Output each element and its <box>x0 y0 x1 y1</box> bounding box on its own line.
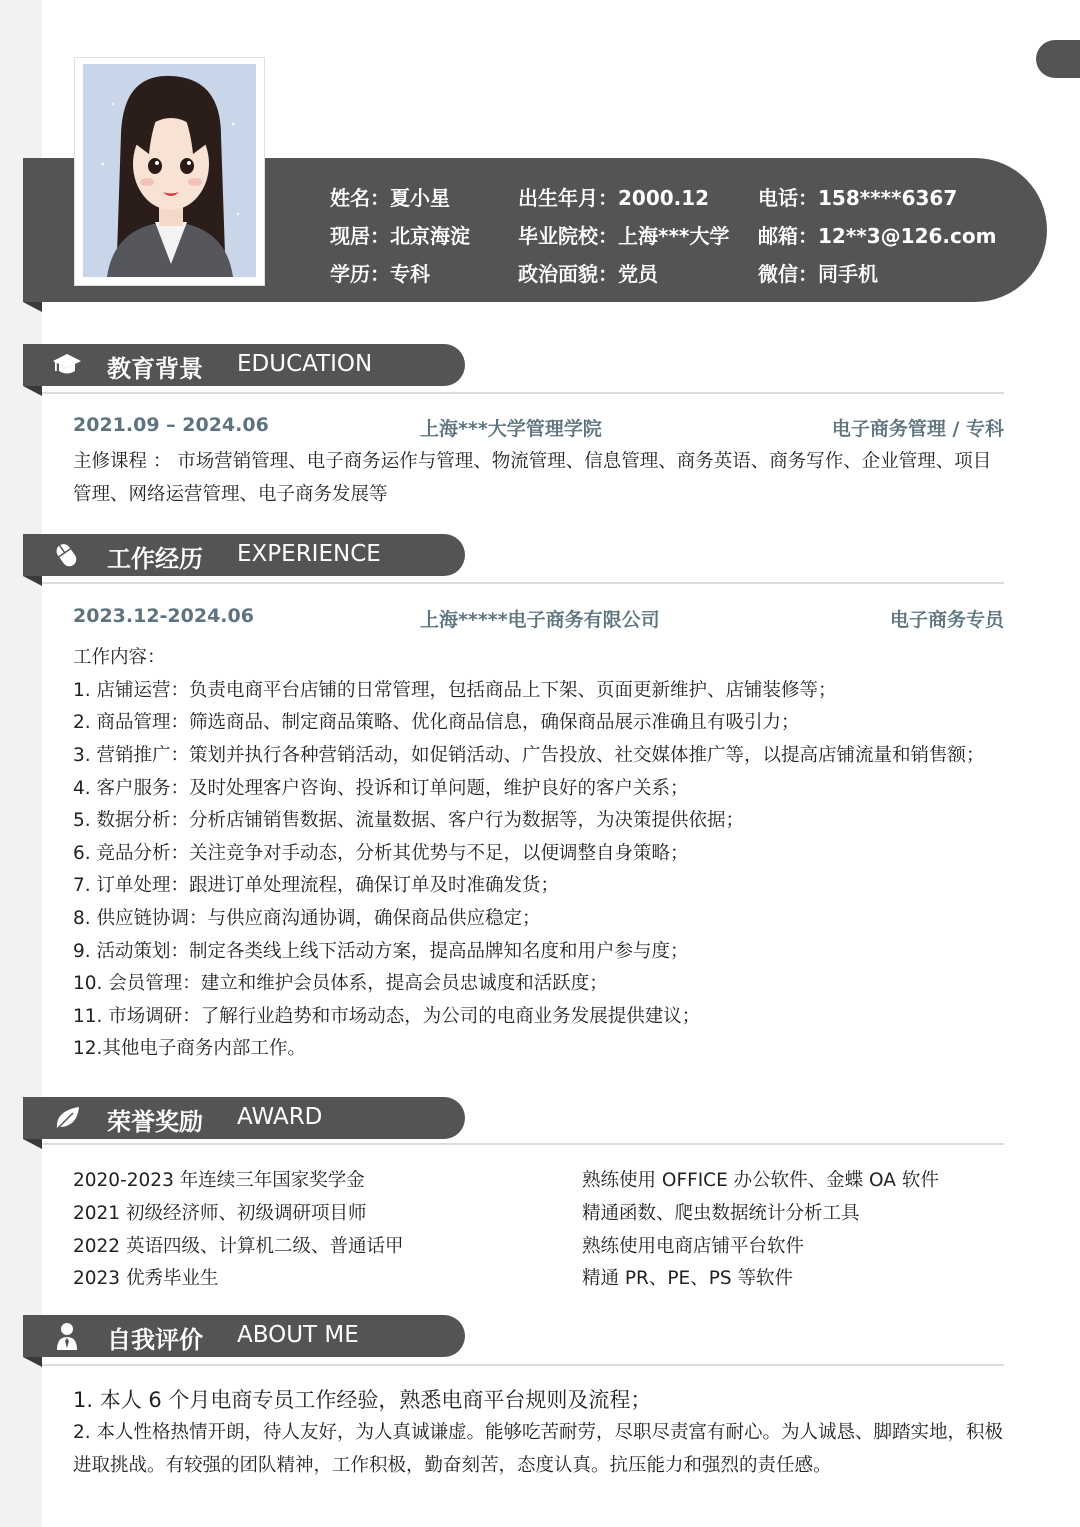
experience-period: 2023.12-2024.06 <box>73 605 254 627</box>
education-title-cn: 教育背景 <box>107 355 203 383</box>
award-right-item: 精通 PR、PE、PS 等软件 <box>582 1268 794 1289</box>
profile-birth: 出生年月：2000.12 <box>518 186 710 210</box>
profile-phone: 电话：158****6367 <box>758 186 958 210</box>
education-school: 上海***大学管理学院 <box>420 418 602 440</box>
about-title-en: ABOUT ME <box>237 1322 359 1348</box>
experience-item: 5. 数据分析：分析店铺销售数据、流量数据、客户行为数据等，为决策提供依据； <box>73 810 745 831</box>
experience-item: 12.其他电子商务内部工作。 <box>73 1038 306 1059</box>
award-title-cn: 荣誉奖励 <box>107 1108 203 1136</box>
experience-item: 1. 店铺运营：负责电商平台店铺的日常管理，包括商品上下架、页面更新维护、店铺装修等； <box>73 680 837 701</box>
experience-item: 9. 活动策划：制定各类线上线下活动方案，提高品牌知名度和用户参与度； <box>73 941 689 962</box>
about-divider <box>42 1364 1004 1366</box>
experience-divider <box>42 582 1004 584</box>
profile-email: 邮箱：12**3@126.com <box>758 224 997 248</box>
education-period: 2021.09 – 2024.06 <box>73 414 269 436</box>
profile-school: 毕业院校：上海***大学 <box>518 224 730 248</box>
experience-header <box>23 534 465 576</box>
experience-title-cn: 工作经历 <box>107 545 203 573</box>
experience-item: 10. 会员管理：建立和维护会员体系，提高会员忠诚度和活跃度； <box>73 973 608 994</box>
profile-politics: 政治面貌：党员 <box>518 262 658 286</box>
about-title-cn: 自我评价 <box>107 1326 203 1354</box>
about-fold <box>23 1357 42 1367</box>
mouse-icon <box>51 540 83 570</box>
profile-photo-frame <box>75 58 264 285</box>
award-left-item: 2021 初级经济师、初级调研项目师 <box>73 1203 367 1224</box>
portrait-illustration <box>83 64 256 277</box>
experience-item: 2. 商品管理：筛选商品、制定商品策略、优化商品信息，确保商品展示准确且有吸引力； <box>73 712 800 733</box>
award-right-item: 精通函数、爬虫数据统计分析工具 <box>582 1203 860 1224</box>
education-header <box>23 344 465 386</box>
experience-item: 3. 营销推广：策划并执行各种营销活动，如促销活动、广告投放、社交媒体推广等，以提高店铺流量和销售额； <box>73 745 985 766</box>
profile-degree: 学历：专科 <box>330 262 430 286</box>
leaf-icon <box>51 1103 83 1133</box>
profile-name: 姓名：夏小星 <box>330 186 450 210</box>
award-left-item: 2023 优秀毕业生 <box>73 1268 219 1289</box>
profile-wechat: 微信：同手机 <box>758 262 878 286</box>
award-fold <box>23 1139 42 1149</box>
award-title-en: AWARD <box>237 1104 323 1130</box>
graduation-cap-icon <box>51 350 83 380</box>
experience-role: 电子商务专员 <box>889 609 1004 631</box>
corner-tab <box>1036 40 1080 78</box>
award-divider <box>42 1143 1004 1145</box>
experience-title-en: EXPERIENCE <box>237 541 381 567</box>
about-item-1: 1. 本人 6 个月电商专员工作经验，熟悉电商平台规则及流程； <box>73 1388 652 1412</box>
experience-item: 7. 订单处理：跟进订单处理流程，确保订单及时准确发货； <box>73 875 560 896</box>
experience-item: 11. 市场调研：了解行业趋势和市场动态，为公司的电商业务发展提供建议； <box>73 1006 701 1027</box>
profile-photo <box>83 64 256 277</box>
award-right-item: 熟练使用 OFFICE 办公软件、金蝶 OA 软件 <box>582 1170 939 1191</box>
award-right-item: 熟练使用电商店铺平台软件 <box>582 1236 805 1257</box>
experience-intro: 工作内容： <box>73 647 166 668</box>
person-icon <box>51 1321 83 1351</box>
education-fold <box>23 386 42 396</box>
education-courses: 主修课程 ： 市场营销管理、电子商务运作与管理、物流管理、信息管理、商务英语、商务写作、企业管理、项目管理、网络运营管理、电子商务发展等 <box>73 451 992 505</box>
award-left-item: 2020-2023 年连续三年国家奖学金 <box>73 1170 365 1191</box>
experience-fold <box>23 576 42 586</box>
experience-item: 8. 供应链协调：与供应商沟通协调，确保商品供应稳定； <box>73 908 541 929</box>
experience-company: 上海*****电子商务有限公司 <box>420 609 660 631</box>
experience-item: 4. 客户服务：及时处理客户咨询、投诉和订单问题，维护良好的客户关系； <box>73 778 689 799</box>
education-title-en: EDUCATION <box>237 351 373 377</box>
about-header <box>23 1315 465 1357</box>
experience-item: 6. 竞品分析：关注竞争对手动态，分析其优势与不足，以便调整自身策略； <box>73 843 689 864</box>
about-item-2: 2. 本人性格热情开朗，待人友好，为人真诚谦虚。能够吃苦耐劳，尽职尽责富有耐心。为人诚恳、脚踏实地，积极进取挑战。有较强的团队精神，工作积极，勤奋刻苦，态度认真。抗压能力和强烈的责任感。 <box>73 1422 1004 1476</box>
education-divider <box>42 392 1004 394</box>
profile-residence: 现居：北京海淀 <box>330 224 470 248</box>
award-header <box>23 1097 465 1139</box>
education-major: 电子商务管理 / 专科 <box>831 418 1004 440</box>
header-fold <box>23 302 42 312</box>
award-left-item: 2022 英语四级、计算机二级、普通话甲 <box>73 1236 404 1257</box>
